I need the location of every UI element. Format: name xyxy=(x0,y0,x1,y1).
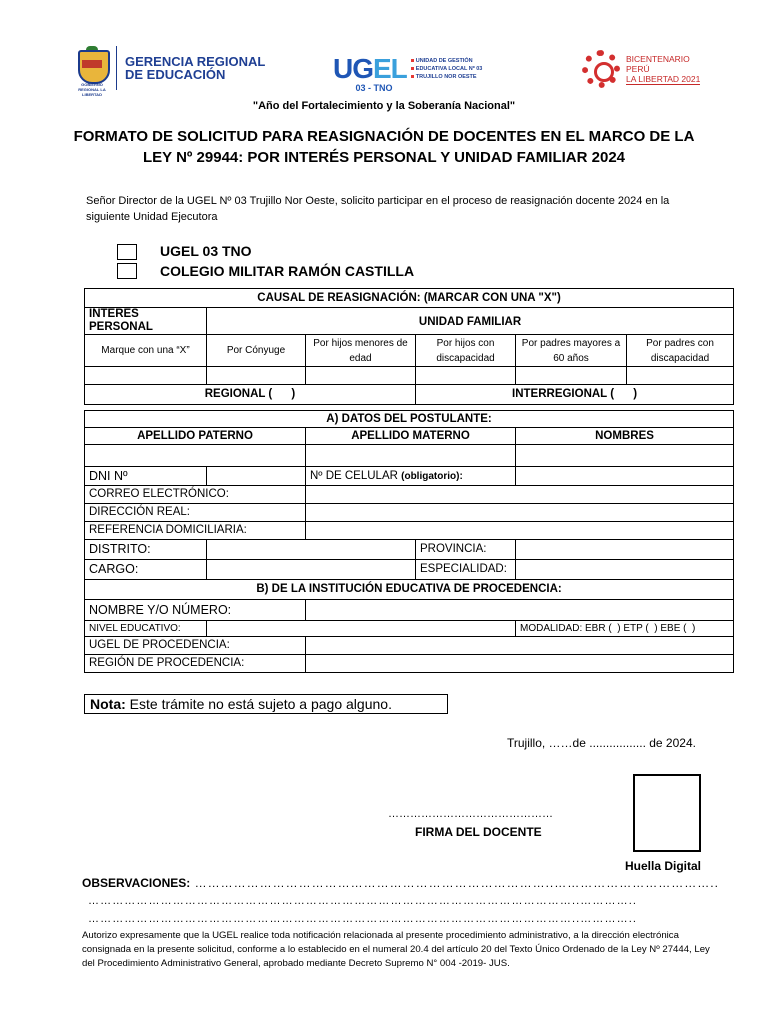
especialidad-field[interactable] xyxy=(516,560,734,580)
observaciones-label: OBSERVACIONES: xyxy=(82,876,191,890)
causal-table xyxy=(84,288,734,405)
nombres-field[interactable] xyxy=(516,445,734,467)
observaciones-dots-3: …………………………………………………………………………………………………………..………….. xyxy=(88,913,638,925)
celular-field[interactable] xyxy=(516,467,734,486)
celular-label xyxy=(306,467,516,486)
distrito-field[interactable] xyxy=(207,540,416,560)
observaciones xyxy=(82,876,719,890)
col-hijos-menores: Por hijos menores de edad xyxy=(306,335,416,367)
nota-text: Este trámite no está sujeto a pago alguno. xyxy=(125,696,392,712)
huella-digital-label: Huella Digital xyxy=(625,859,702,873)
mark-cell-padres-mayores[interactable] xyxy=(516,367,627,385)
ugel-procedencia-field[interactable] xyxy=(306,637,734,655)
dni-label: DNI Nº xyxy=(85,467,207,486)
apellido-paterno-field[interactable] xyxy=(85,445,306,467)
correo-field[interactable] xyxy=(306,486,734,504)
logo-tag: GOBIERNO REGIONAL LA LIBERTAD xyxy=(78,82,106,97)
col-padres-discapacidad: Por padres con discapacidad xyxy=(627,335,734,367)
referencia-label: REFERENCIA DOMICILIARIA: xyxy=(85,522,306,540)
nivel-field[interactable] xyxy=(207,621,516,637)
mark-cell-hijos-menores[interactable] xyxy=(306,367,416,385)
interes-personal-label: INTERÉS PERSONAL xyxy=(85,308,207,335)
option-label-ugel: UGEL 03 TNO xyxy=(160,243,252,259)
datos-header-b: B) DE LA INSTITUCIÓN EDUCATIVA DE PROCEDENCIA: xyxy=(85,580,734,600)
title-line-1: FORMATO DE SOLICITUD PARA REASIGNACIÓN DE DOCENTES EN EL MARCO DE LA xyxy=(73,128,695,145)
intro-paragraph: Señor Director de la UGEL Nº 03 Trujillo Nor Oeste, solicito participar en el proceso de reasignación docente 2024 en la siguiente Unidad Ejecutora xyxy=(86,195,670,223)
correo-label: CORREO ELECTRÓNICO: xyxy=(85,486,306,504)
celular-note: (obligatorio): xyxy=(401,470,463,482)
mark-cell-hijos-discapacidad[interactable] xyxy=(416,367,516,385)
nota-label: Nota: xyxy=(90,696,126,712)
ugel-word-b: EL xyxy=(373,53,407,84)
motto: "Año del Fortalecimiento y la Soberanía Nacional" xyxy=(252,100,516,112)
option-label-colegio: COLEGIO MILITAR RAMÓN CASTILLA xyxy=(160,263,415,279)
direccion-label: DIRECCIÓN REAL: xyxy=(85,504,306,522)
title-line-2: LEY Nº 29944: POR INTERÉS PERSONAL Y UNIDAD FAMILIAR 2024 xyxy=(143,149,625,166)
celular-label-text: Nº DE CELULAR xyxy=(310,469,398,482)
bic-line-1: BICENTENARIO xyxy=(626,53,690,64)
interregional-option[interactable]: INTERREGIONAL ( ) xyxy=(416,385,734,405)
direccion-field[interactable] xyxy=(306,504,734,522)
ugel-line-2: EDUCATIVA LOCAL Nº 03 xyxy=(411,66,483,72)
mark-cell-conyuge[interactable] xyxy=(207,367,306,385)
region-procedencia-label: REGIÓN DE PROCEDENCIA: xyxy=(85,655,306,673)
datos-header-a: A) DATOS DEL POSTULANTE: xyxy=(85,411,734,428)
ugel-logo xyxy=(333,53,483,93)
nombre-numero-field[interactable] xyxy=(306,600,734,621)
cargo-label: CARGO: xyxy=(85,560,207,580)
unidad-familiar-label: UNIDAD FAMILIAR xyxy=(207,308,734,335)
coat-of-arms-icon xyxy=(72,46,112,97)
cargo-field[interactable] xyxy=(207,560,416,580)
col-padres-mayores: Por padres mayores a 60 años xyxy=(516,335,627,367)
legal-authorization: Autorizo expresamente que la UGEL realice toda notificación relacionada al presente procedimiento administrativo, a la dirección electrónica consignada en la presente solicitud, conforme a lo establecido en el numeral 20.4 del artículo 20 del Texto Único Ordenado de la Ley Nº 27444, Ley del Procedimiento Administrativo General, aprobado mediante Decreto Supremo N° 004 -2019- JUS. xyxy=(82,930,710,969)
bic-line-3: LA LIBERTAD 2021 xyxy=(626,73,701,84)
region-procedencia-field[interactable] xyxy=(306,655,734,673)
option-checkbox-colegio[interactable] xyxy=(117,263,137,279)
mark-cell-padres-discapacidad[interactable] xyxy=(627,367,734,385)
col-marque: Marque con una “X” xyxy=(85,335,207,367)
nota-box xyxy=(84,694,448,714)
col-conyuge: Por Cónyuge xyxy=(207,335,306,367)
nivel-label: NIVEL EDUCATIVO: xyxy=(85,621,207,637)
firma-line: ……………………………………… xyxy=(388,808,553,820)
regional-option[interactable]: REGIONAL ( ) xyxy=(85,385,416,405)
ugel-procedencia-label: UGEL DE PROCEDENCIA: xyxy=(85,637,306,655)
document-title xyxy=(60,126,708,168)
ugel-word-a: UG xyxy=(333,53,373,84)
distrito-label: DISTRITO: xyxy=(85,540,207,560)
dni-field[interactable] xyxy=(207,467,306,486)
apellido-materno-field[interactable] xyxy=(306,445,516,467)
firma-label: FIRMA DEL DOCENTE xyxy=(415,825,542,839)
col-hijos-discapacidad: Por hijos con discapacidad xyxy=(416,335,516,367)
observaciones-dots-2: …………………………………………………………………………………………………………..………….. xyxy=(88,895,638,907)
ugel-line-3: TRUJILLO NOR OESTE xyxy=(411,74,477,80)
ugel-sub: 03 - TNO xyxy=(355,83,393,93)
rosette-icon xyxy=(582,50,620,88)
provincia-field[interactable] xyxy=(516,540,734,560)
gerencia-regional-logo xyxy=(72,46,266,97)
especialidad-label: ESPECIALIDAD: xyxy=(416,560,516,580)
observaciones-dots-1: ………………………………………………………………………..……………………………….. xyxy=(190,876,719,890)
causal-header: CAUSAL DE REASIGNACIÓN: (MARCAR CON UNA "X") xyxy=(85,289,734,308)
nombre-numero-label: NOMBRE Y/O NÚMERO: xyxy=(85,600,306,621)
bicentenario-logo xyxy=(582,50,700,88)
mark-cell-interes[interactable] xyxy=(85,367,207,385)
logo-line-1: GERENCIA REGIONAL xyxy=(125,54,266,69)
apellido-paterno-label: APELLIDO PATERNO xyxy=(85,428,306,445)
datos-table xyxy=(84,410,734,673)
huella-digital-box xyxy=(633,774,701,852)
modalidad-options[interactable]: MODALIDAD: EBR ( ) ETP ( ) EBE ( ) xyxy=(516,621,734,637)
logo-line-2: DE EDUCACIÓN xyxy=(125,67,226,82)
option-checkbox-ugel[interactable] xyxy=(117,244,137,260)
ugel-line-1: UNIDAD DE GESTIÓN xyxy=(411,58,473,64)
apellido-materno-label: APELLIDO MATERNO xyxy=(306,428,516,445)
fecha-line: Trujillo, ……de ................. de 2024. xyxy=(507,736,696,750)
provincia-label: PROVINCIA: xyxy=(416,540,516,560)
referencia-field[interactable] xyxy=(306,522,734,540)
nombres-label: NOMBRES xyxy=(516,428,734,445)
bic-line-2: PERÚ xyxy=(626,63,650,74)
